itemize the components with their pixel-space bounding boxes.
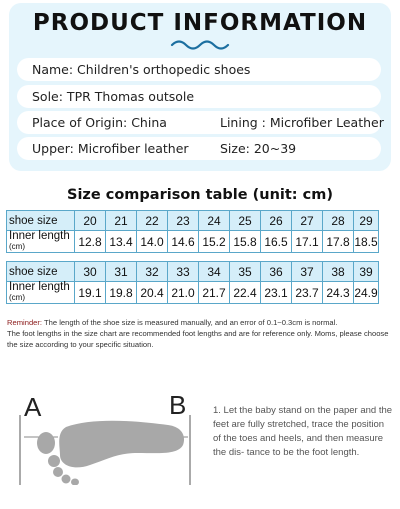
- shoe-size-cell: 30: [75, 262, 106, 282]
- size-table-2: [6, 261, 379, 304]
- shoe-size-cell: 26: [261, 211, 292, 231]
- info-row-upper: [17, 137, 381, 160]
- shoe-size-cell: 36: [261, 262, 292, 282]
- inner-length-cell: 24.9: [354, 282, 379, 304]
- measure-instruction: 1. Let the baby stand on the paper and the feet are fully stretched, trace the position of the toes and heels, and then measure the dis- tance to be the foot length.: [213, 405, 393, 458]
- shoe-size-cell: 33: [168, 262, 199, 282]
- reminder-line-1: The length of the shoe size is measured manually, and an error of 0.1~0.3cm is normal.: [42, 318, 338, 327]
- reminder-line-2: The foot lengths in the size chart are recommended foot lengths and are for reference only. Moms, please choose the size according to your specific situation.: [7, 329, 389, 349]
- inner-length-cell: 13.4: [106, 231, 137, 253]
- inner-length-cell: 23.7: [292, 282, 323, 304]
- shoe-size-cell: 34: [199, 262, 230, 282]
- inner-length-cell: 17.8: [323, 231, 354, 253]
- inner-length-cell: 17.1: [292, 231, 323, 253]
- shoe-size-cell: 29: [354, 211, 379, 231]
- inner-length-cell: 21.0: [168, 282, 199, 304]
- shoe-size-cell: 27: [292, 211, 323, 231]
- inner-length-cell: 23.1: [261, 282, 292, 304]
- info-lining: Lining : Microfiber Leather: [220, 115, 384, 130]
- info-upper: Upper: Microfiber leather: [32, 141, 189, 156]
- shoe-size-cell: 23: [168, 211, 199, 231]
- label-a: A: [24, 392, 42, 422]
- info-row-name: [17, 58, 381, 81]
- length-row: [7, 282, 379, 304]
- length-row-label: Inner length (cm): [7, 282, 75, 304]
- info-origin: Place of Origin: China: [32, 115, 167, 130]
- inner-length-cell: 22.4: [230, 282, 261, 304]
- shoe-size-cell: 32: [137, 262, 168, 282]
- inner-length-cell: 18.5: [354, 231, 379, 253]
- info-sole: Sole: TPR Thomas outsole: [32, 89, 195, 104]
- inner-length-cell: 12.8: [75, 231, 106, 253]
- shoe-size-cell: 37: [292, 262, 323, 282]
- inner-length-cell: 14.6: [168, 231, 199, 253]
- shoe-size-cell: 25: [230, 211, 261, 231]
- footprint-icon: [18, 415, 193, 485]
- inner-length-cell: 19.8: [106, 282, 137, 304]
- shoe-size-cell: 31: [106, 262, 137, 282]
- reminder-note: [7, 317, 395, 350]
- wave-decoration-icon: [170, 37, 232, 51]
- info-size: Size: 20~39: [220, 141, 297, 156]
- size-row: [7, 262, 379, 282]
- shoe-size-cell: 22: [137, 211, 168, 231]
- inner-length-cell: 15.2: [199, 231, 230, 253]
- shoe-size-cell: 35: [230, 262, 261, 282]
- shoe-size-cell: 24: [199, 211, 230, 231]
- size-row: [7, 211, 379, 231]
- inner-length-cell: 14.0: [137, 231, 168, 253]
- inner-length-cell: 24.3: [323, 282, 354, 304]
- shoe-size-cell: 39: [354, 262, 379, 282]
- reminder-label: Reminder:: [7, 318, 43, 327]
- size-row-label: shoe size: [7, 262, 75, 282]
- inner-length-cell: 21.7: [199, 282, 230, 304]
- shoe-size-cell: 21: [106, 211, 137, 231]
- size-row-label: shoe size: [7, 211, 75, 231]
- info-row-sole: [17, 85, 381, 108]
- shoe-size-cell: 20: [75, 211, 106, 231]
- info-row-origin: [17, 111, 384, 134]
- inner-length-cell: 19.1: [75, 282, 106, 304]
- size-table-title: Size comparison table (unit: cm): [67, 187, 333, 203]
- length-row-label: Inner length (cm): [7, 231, 75, 253]
- shoe-size-cell: 38: [323, 262, 354, 282]
- inner-length-cell: 20.4: [137, 282, 168, 304]
- info-name: Name: Children's orthopedic shoes: [32, 62, 251, 77]
- size-table-1: [6, 210, 379, 253]
- inner-length-cell: 16.5: [261, 231, 292, 253]
- inner-length-cell: 15.8: [230, 231, 261, 253]
- page-title: PRODUCT INFORMATION: [32, 10, 368, 36]
- length-row: [7, 231, 379, 253]
- label-b: B: [169, 390, 187, 420]
- shoe-size-cell: 28: [323, 211, 354, 231]
